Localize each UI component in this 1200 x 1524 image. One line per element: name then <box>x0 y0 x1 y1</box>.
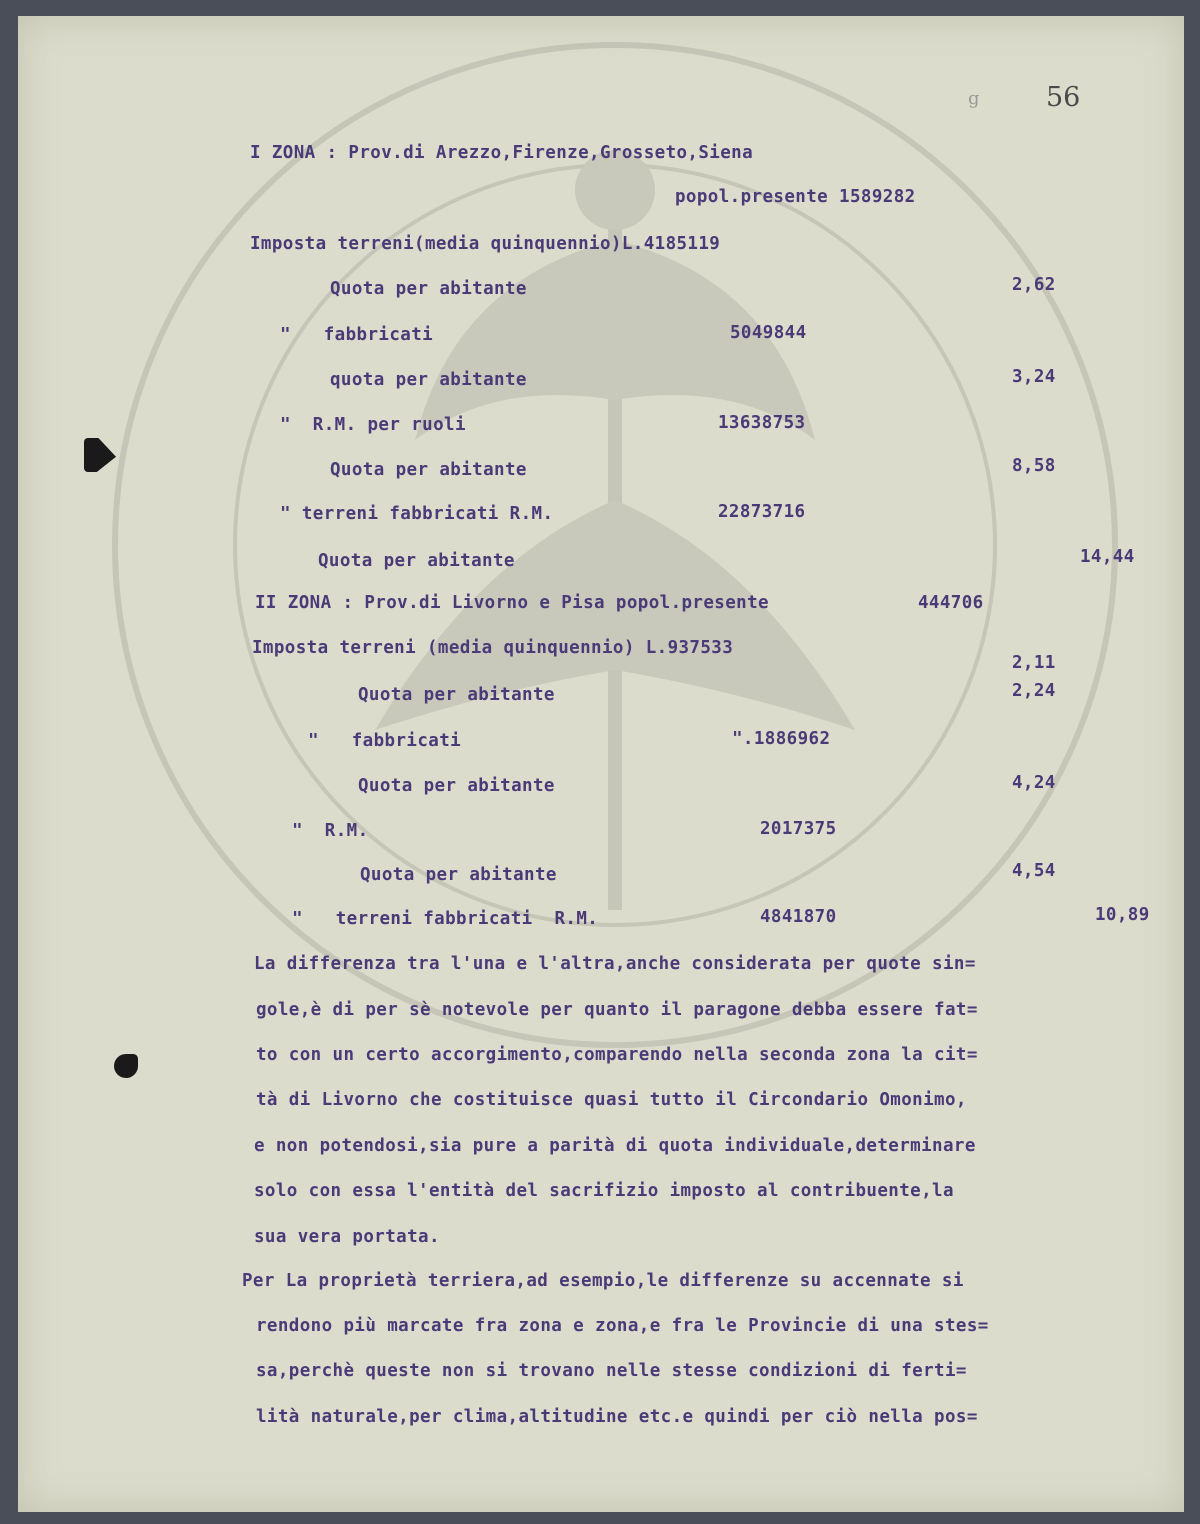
zone1-population: popol.presente 1589282 <box>675 187 916 207</box>
zone2-row-quota: 2,24 <box>1012 681 1056 701</box>
zone2-row-label: Imposta terreni (media quinquennio) L.937533 <box>252 638 734 658</box>
zone2-row-quota: 4,24 <box>1012 773 1056 793</box>
zone1-row-label: Quota per abitante <box>318 551 515 571</box>
zone1-row-quota: 8,58 <box>1012 456 1056 476</box>
zone2-row-amount: 4841870 <box>760 907 837 927</box>
zone1-row-label: quota per abitante <box>330 370 527 390</box>
paragraph2-line: sa,perchè queste non si trovano nelle stesse condizioni di ferti= <box>256 1361 967 1381</box>
zone2-row-label: Quota per abitante <box>358 776 555 796</box>
zone1-row-amount: 5049844 <box>730 323 807 343</box>
zone1-row-quota: 3,24 <box>1012 367 1056 387</box>
zone1-row-label: " fabbricati <box>280 325 434 345</box>
paragraph2-line: rendono più marcate fra zona e zona,e fra le Provincie di una stes= <box>256 1316 989 1336</box>
zone1-row-label: " terreni fabbricati R.M. <box>280 504 554 524</box>
paragraph2-line: lità naturale,per clima,altitudine etc.e quindi per ciò nella pos= <box>256 1407 978 1427</box>
zone1-row-label: Imposta terreni(media quinquennio)L.4185119 <box>250 234 721 254</box>
zone2-row-label: " terreni fabbricati R.M. <box>292 909 599 929</box>
zone1-heading: I ZONA : Prov.di Arezzo,Firenze,Grosseto,Siena <box>250 143 754 163</box>
paragraph1-line: e non potendosi,sia pure a parità di quota individuale,determinare <box>254 1136 976 1156</box>
zone2-heading: II ZONA : Prov.di Livorno e Pisa popol.presente <box>255 593 769 613</box>
page-corner-mark: g <box>968 88 980 109</box>
zone1-row-label: Quota per abitante <box>330 279 527 299</box>
page-number: 56 <box>1046 82 1081 113</box>
zone2-row-label: " R.M. <box>292 821 369 841</box>
zone1-row-quota: 2,62 <box>1012 275 1056 295</box>
zone2-row-quota: 4,54 <box>1012 861 1056 881</box>
zone1-row-label: Quota per abitante <box>330 460 527 480</box>
zone2-row-amount: 2017375 <box>760 819 837 839</box>
zone1-total: 14,44 <box>1080 547 1135 567</box>
paragraph1-line: gole,è di per sè notevole per quanto il paragone debba essere fat= <box>256 1000 978 1020</box>
zone2-row-quota: 2,11 <box>1012 653 1056 673</box>
paragraph1-line: sua vera portata. <box>254 1227 440 1247</box>
paragraph1-line: tà di Livorno che costituisce quasi tutto il Circondario Omonimo, <box>256 1090 967 1110</box>
paragraph2-line: Per La proprietà terriera,ad esempio,le differenze su accennate si <box>242 1271 964 1291</box>
zone2-row-label: " fabbricati <box>308 731 462 751</box>
paragraph1-line: to con un certo accorgimento,comparendo nella seconda zona la cit= <box>256 1045 978 1065</box>
zone1-row-label: " R.M. per ruoli <box>280 415 466 435</box>
zone2-row-label: Quota per abitante <box>358 685 555 705</box>
paragraph1-line: La differenza tra l'una e l'altra,anche considerata per quote sin= <box>254 954 976 974</box>
zone2-population: 444706 <box>918 593 984 613</box>
zone1-row-amount: 22873716 <box>718 502 806 522</box>
zone2-row-label: Quota per abitante <box>360 865 557 885</box>
paragraph1-line: solo con essa l'entità del sacrifizio imposto al contribuente,la <box>254 1181 954 1201</box>
archive-seal-watermark <box>30 40 1200 1050</box>
zone1-row-amount: 13638753 <box>718 413 806 433</box>
punch-hole-bottom <box>114 1054 138 1078</box>
zone2-total: 10,89 <box>1095 905 1150 925</box>
zone2-row-amount: ".1886962 <box>732 729 831 749</box>
